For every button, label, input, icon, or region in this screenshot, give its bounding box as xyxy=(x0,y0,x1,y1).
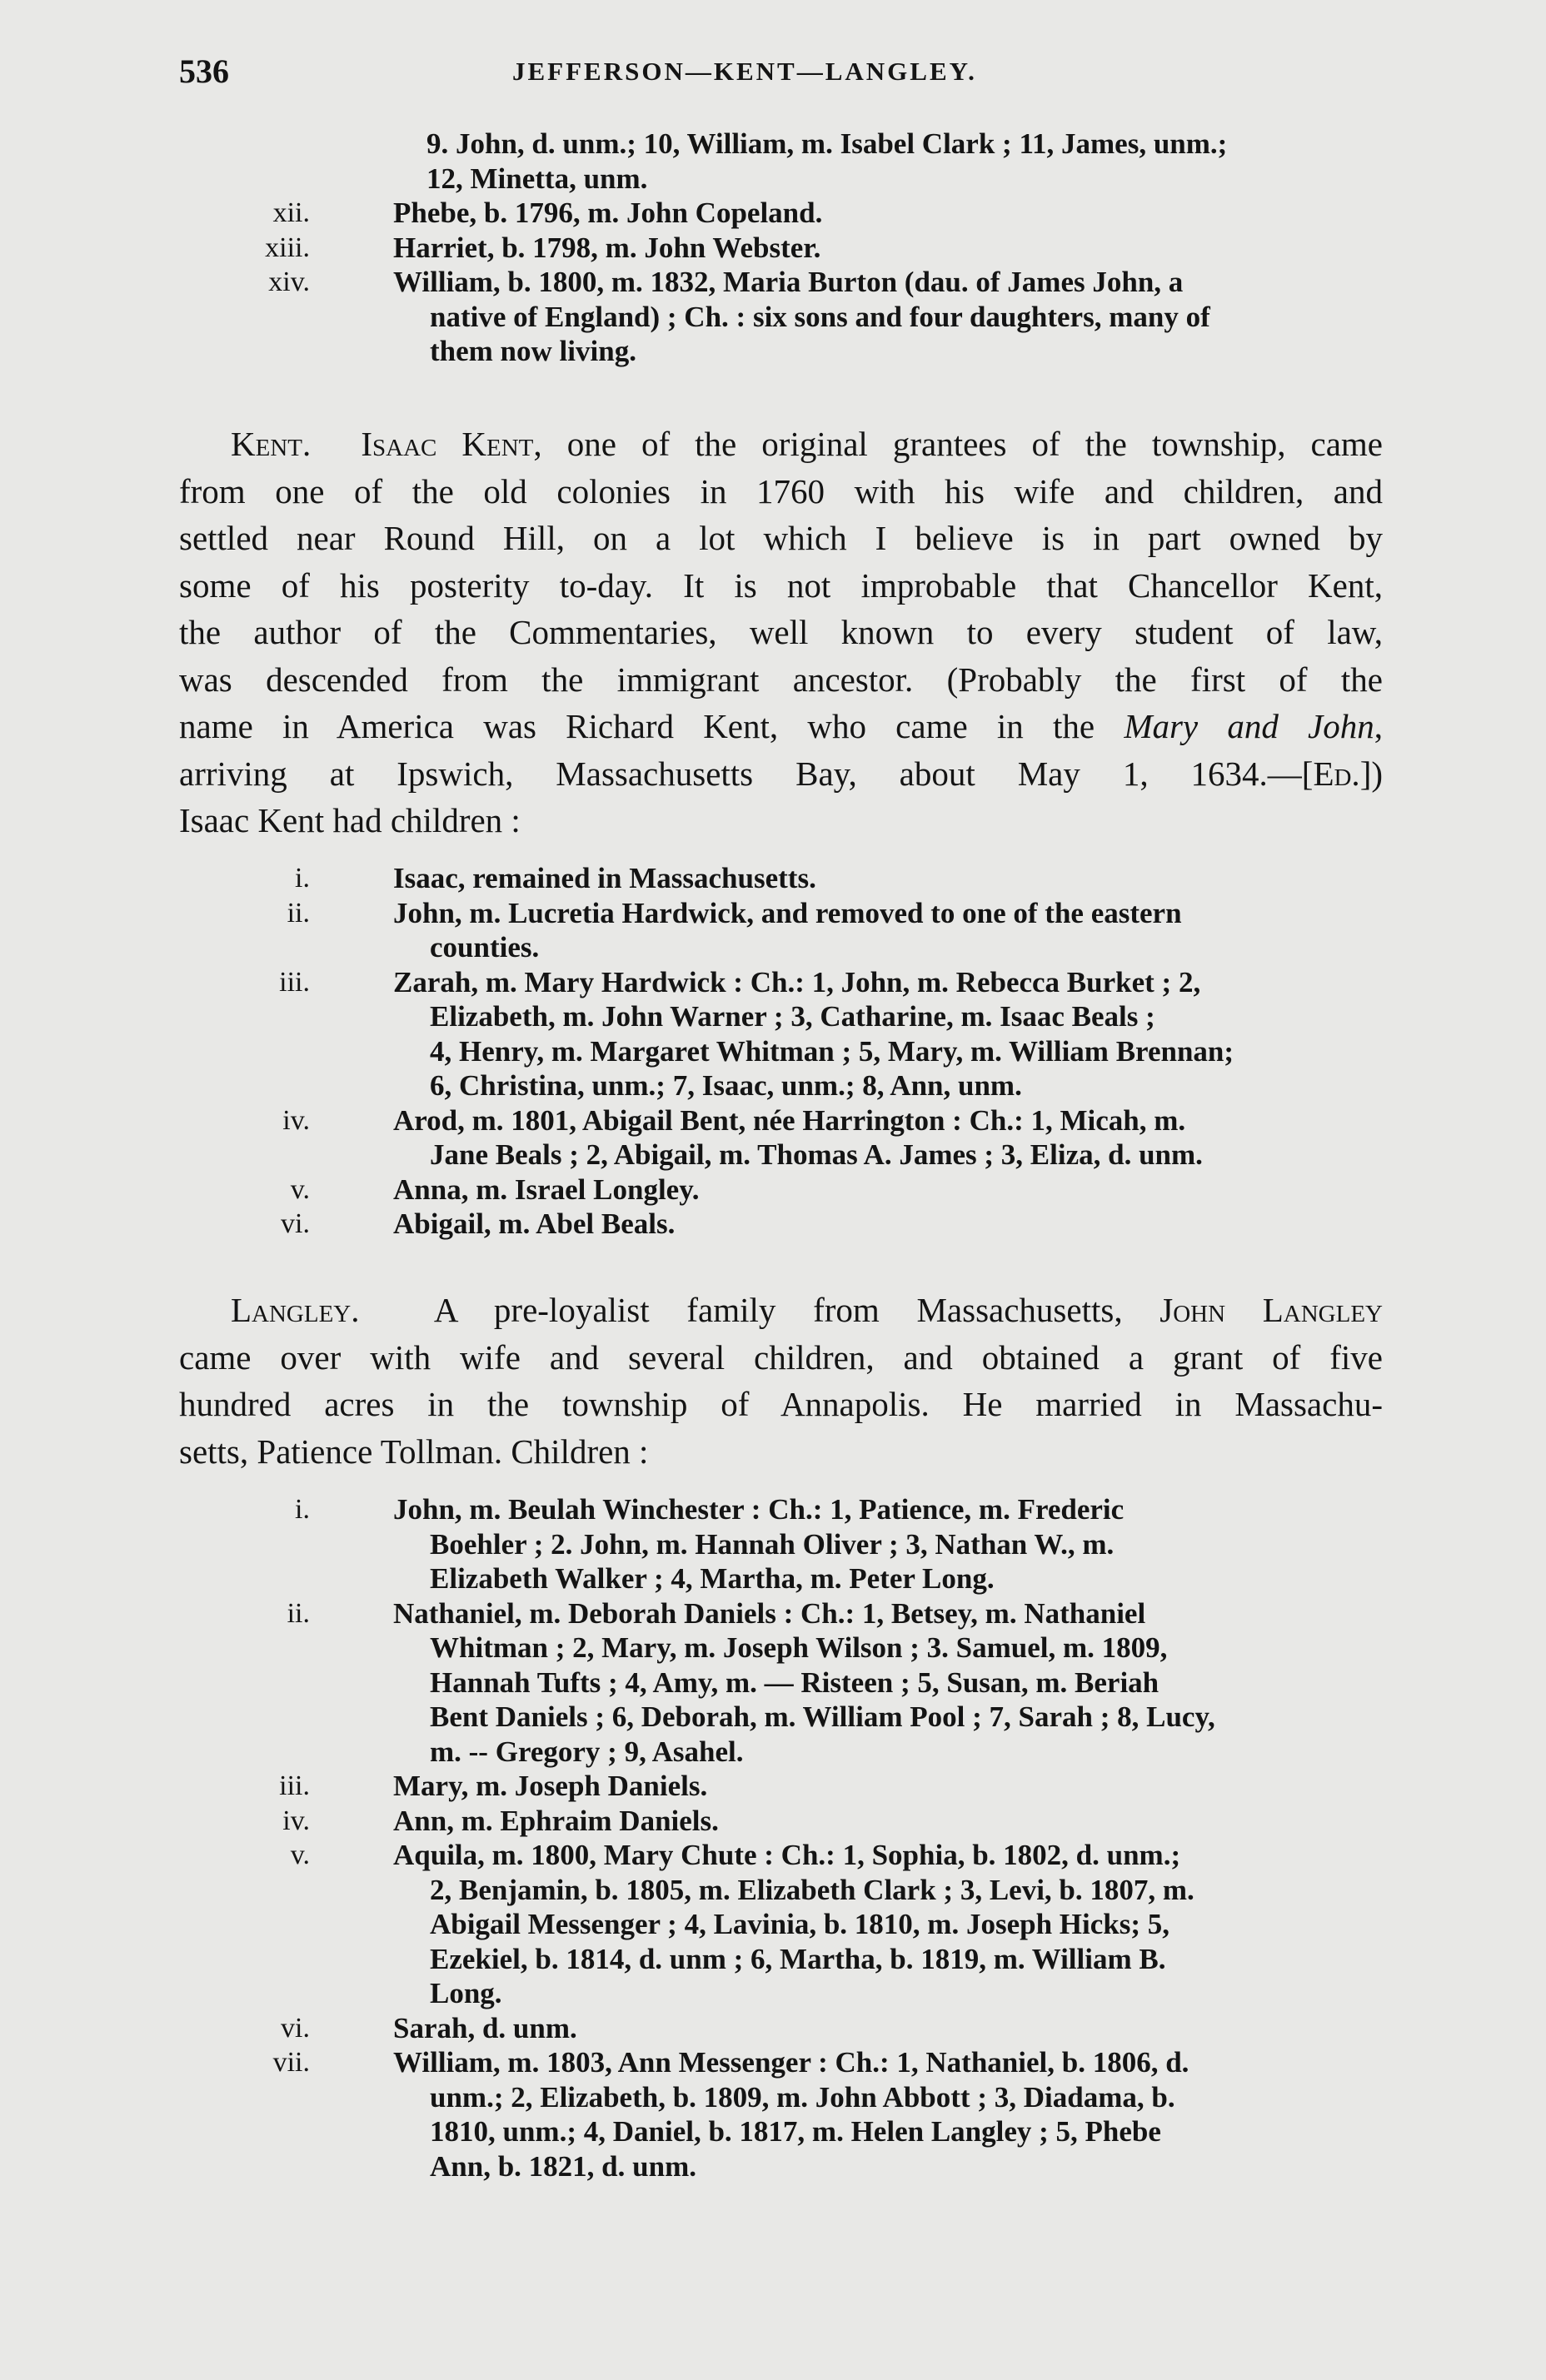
list-item xyxy=(175,231,1383,266)
text-line: hundred acres in the township of Annapolis. He married in Massachu- xyxy=(179,1385,1383,1423)
item-numeral: vii. xyxy=(272,2047,310,2078)
item-numeral: i. xyxy=(295,1494,310,1525)
item-line: John, m. Lucretia Hardwick, and removed to one of the eastern xyxy=(393,896,1182,929)
text-line: was descended from the immigrant ancestor. (Probably the first of the xyxy=(179,660,1383,699)
text-line: came over with wife and several children, and obtained a grant of five xyxy=(179,1337,1383,1377)
item-line: John, m. Beulah Winchester : Ch.: 1, Patience, m. Frederic xyxy=(393,1493,1125,1526)
item-numeral: iv. xyxy=(282,1104,310,1136)
item-line: William, b. 1800, m. 1832, Maria Burton (dau. of James John, a xyxy=(393,266,1184,298)
text-fragment: ]) xyxy=(1359,754,1383,793)
langley-heading: Langley. xyxy=(231,1291,360,1329)
item-numeral: xiii. xyxy=(265,232,310,263)
item-line: Abigail Messenger ; 4, Lavinia, b. 1810, m. Joseph Hicks; 5, xyxy=(430,1908,1170,1940)
langley-founder: John Langley xyxy=(1160,1291,1383,1329)
text-fragment: A pre-loyalist family from Massachusetts, xyxy=(433,1291,1160,1329)
item-numeral: ii. xyxy=(287,1597,310,1629)
item-line: 2, Benjamin, b. 1805, m. Elizabeth Clark ; 3, Levi, b. 1807, m. xyxy=(430,1873,1194,1906)
text-fragment: , xyxy=(1374,707,1384,745)
text-fragment: name in America was Richard Kent, who came in the xyxy=(179,707,1125,745)
text-line: the author of the Commentaries, well known to every student of law, xyxy=(179,613,1383,651)
list-item xyxy=(175,861,1383,896)
item-line: Zarah, m. Mary Hardwick : Ch.: 1, John, m. Rebecca Burket ; 2, xyxy=(393,965,1201,998)
list-item xyxy=(175,2011,1383,2046)
item-line: Phebe, b. 1796, m. John Copeland. xyxy=(393,197,823,229)
item-line: them now living. xyxy=(430,335,636,367)
item-numeral: i. xyxy=(295,863,310,894)
list-item xyxy=(175,1769,1383,1804)
item-line: Ezekiel, b. 1814, d. unm ; 6, Martha, b. 1819, m. William B. xyxy=(430,1942,1166,1975)
list-item xyxy=(175,1173,1383,1207)
ship-name: Mary and John xyxy=(1124,707,1374,745)
list-item xyxy=(175,265,1383,369)
item-line: Harriet, b. 1798, m. John Webster. xyxy=(393,231,821,264)
jefferson-children-list xyxy=(175,127,1383,369)
list-item xyxy=(175,1838,1383,2011)
item-line: Ann, b. 1821, d. unm. xyxy=(430,2149,696,2183)
item-line: Boehler ; 2. John, m. Hannah Oliver ; 3, Nathan W., m. xyxy=(430,1527,1115,1561)
item-line: Jane Beals ; 2, Abigail, m. Thomas A. James ; 3, Eliza, d. unm. xyxy=(430,1138,1203,1171)
item-line: Sarah, d. unm. xyxy=(393,2011,577,2044)
item-line: Arod, m. 1801, Abigail Bent, née Harrington : Ch.: 1, Micah, m. xyxy=(393,1103,1186,1137)
item-numeral: v. xyxy=(290,1840,310,1870)
list-item xyxy=(175,127,1383,196)
item-line: 4, Henry, m. Margaret Whitman ; 5, Mary, m. William Brennan; xyxy=(430,1034,1234,1068)
kent-founder: Isaac Kent xyxy=(361,425,534,463)
text-line: Isaac Kent had children : xyxy=(179,801,521,839)
item-line: 12, Minetta, unm. xyxy=(426,162,648,195)
text-line xyxy=(179,750,1383,798)
list-item xyxy=(175,965,1383,1103)
kent-children-list xyxy=(175,861,1383,1242)
text-line xyxy=(179,1287,1383,1334)
text-line: from one of the old colonies in 1760 with his wife and children, and xyxy=(179,471,1383,510)
list-item xyxy=(175,1103,1383,1173)
item-line: Bent Daniels ; 6, Deborah, m. William Pool ; 7, Sarah ; 8, Lucy, xyxy=(430,1700,1215,1733)
item-line: Long. xyxy=(430,1977,502,2009)
running-title: JEFFERSON—KENT—LANGLEY. xyxy=(512,57,977,86)
list-item xyxy=(175,1492,1383,1596)
item-line: Elizabeth, m. John Warner ; 3, Catharine, m. Isaac Beals ; xyxy=(430,1000,1155,1033)
list-item xyxy=(175,2045,1383,2183)
item-numeral: v. xyxy=(290,1173,310,1205)
kent-paragraph xyxy=(179,421,1383,844)
item-line: Whitman ; 2, Mary, m. Joseph Wilson ; 3. Samuel, m. 1809, xyxy=(430,1631,1168,1664)
item-line: Anna, m. Israel Longley. xyxy=(393,1173,700,1206)
list-item xyxy=(175,1804,1383,1839)
item-line: Nathaniel, m. Deborah Daniels : Ch.: 1, Betsey, m. Nathaniel xyxy=(393,1596,1146,1630)
text-line xyxy=(179,421,1383,468)
item-numeral: vi. xyxy=(281,1208,310,1239)
list-item xyxy=(175,896,1383,965)
text-fragment: arriving at Ipswich, Massachusetts Bay, about May 1, 1634.—[ xyxy=(179,754,1314,793)
list-item xyxy=(175,196,1383,231)
item-numeral: xii. xyxy=(272,197,310,228)
editor-note: Ed. xyxy=(1313,754,1360,793)
item-line: Isaac, remained in Massachusetts. xyxy=(393,862,816,894)
item-line: Abigail, m. Abel Beals. xyxy=(393,1207,676,1240)
item-numeral: xiv. xyxy=(268,266,310,297)
item-line: 9. John, d. unm.; 10, William, m. Isabel Clark ; 11, James, unm.; xyxy=(426,127,1228,160)
page-number: 536 xyxy=(179,52,229,90)
item-line: Ann, m. Ephraim Daniels. xyxy=(393,1804,719,1837)
item-line: Hannah Tufts ; 4, Amy, m. — Risteen ; 5, Susan, m. Beriah xyxy=(430,1666,1160,1699)
item-numeral: vi. xyxy=(281,2012,310,2044)
page-header xyxy=(179,52,1379,93)
text-line xyxy=(179,703,1383,750)
item-line: Mary, m. Joseph Daniels. xyxy=(393,1770,708,1802)
item-line: Aquila, m. 1800, Mary Chute : Ch.: 1, Sophia, b. 1802, d. unm.; xyxy=(393,1839,1181,1871)
item-line: unm.; 2, Elizabeth, b. 1809, m. John Abbott ; 3, Diadama, b. xyxy=(430,2080,1175,2114)
item-line: counties. xyxy=(430,931,540,963)
item-line: William, m. 1803, Ann Messenger : Ch.: 1, Nathaniel, b. 1806, d. xyxy=(393,2046,1189,2079)
item-line: native of England) ; Ch. : six sons and four daughters, many of xyxy=(430,300,1210,333)
langley-paragraph xyxy=(179,1287,1383,1475)
text-line: settled near Round Hill, on a lot which I believe is in part owned by xyxy=(179,519,1383,557)
item-line: 6, Christina, unm.; 7, Isaac, unm.; 8, Ann, unm. xyxy=(430,1069,1022,1102)
item-line: m. -- Gregory ; 9, Asahel. xyxy=(430,1735,744,1768)
text-fragment: , one of the original grantees of the township, came xyxy=(533,425,1383,463)
item-line: 1810, unm.; 4, Daniel, b. 1817, m. Helen Langley ; 5, Phebe xyxy=(430,2115,1161,2148)
list-item xyxy=(175,1596,1383,1770)
langley-children-list xyxy=(175,1492,1383,2183)
item-numeral: ii. xyxy=(287,897,310,929)
item-numeral: iii. xyxy=(279,966,310,998)
text-line: setts, Patience Tollman. Children : xyxy=(179,1431,649,1471)
item-numeral: iii. xyxy=(279,1770,310,1801)
text-line: some of his posterity to-day. It is not improbable that Chancellor Kent, xyxy=(179,565,1383,605)
item-line: Elizabeth Walker ; 4, Martha, m. Peter Long. xyxy=(430,1562,995,1595)
list-item xyxy=(175,1207,1383,1242)
kent-heading: Kent. xyxy=(231,425,312,463)
item-numeral: iv. xyxy=(282,1805,310,1836)
